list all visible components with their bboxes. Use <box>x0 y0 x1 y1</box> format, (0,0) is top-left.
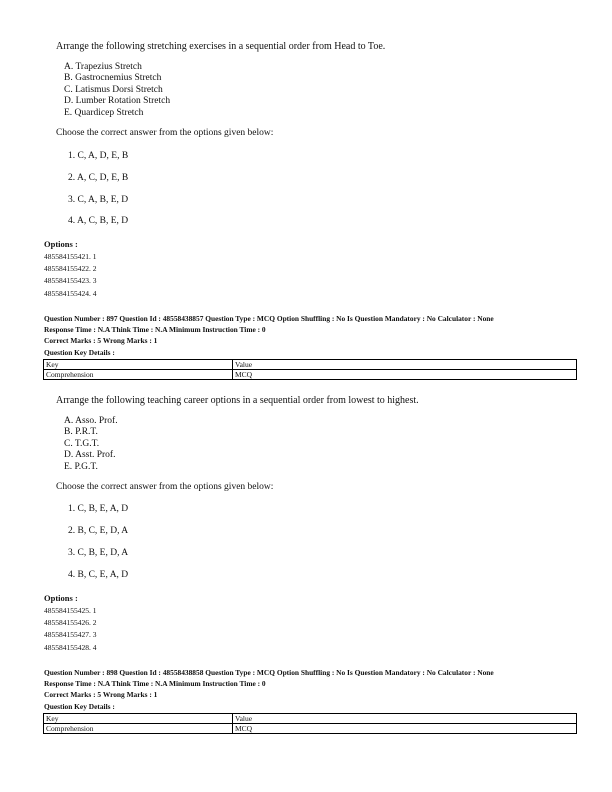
answer-option-1: 1. C, B, E, A, D <box>68 504 129 514</box>
choose-instruction: Choose the correct answer from the options given below: <box>56 482 274 492</box>
table-cell: Comprehension <box>44 370 233 380</box>
question-key-table <box>43 359 577 380</box>
list-item: B. P.R.T. <box>64 427 98 438</box>
question-text: Arrange the following teaching career options in a sequential order from lowest to highest. <box>56 395 419 406</box>
table-cell: MCQ <box>233 724 577 734</box>
question-meta <box>44 667 584 712</box>
option-id-list <box>44 251 97 300</box>
option-id: 485584155428. 4 <box>44 642 97 652</box>
question-items <box>64 62 170 119</box>
table-cell: Key <box>44 714 233 724</box>
table-cell: Value <box>233 360 577 370</box>
list-item: C. T.G.T. <box>64 438 100 449</box>
option-id: 485584155426. 2 <box>44 618 97 628</box>
list-item: D. Lumber Rotation Stretch <box>64 96 171 107</box>
list-item: A. Trapezius Stretch <box>64 62 142 72</box>
options-heading: Options : <box>44 593 78 603</box>
question-key-table <box>43 713 577 734</box>
table-header-row <box>44 360 577 370</box>
meta-line: Question Number : 897 Question Id : 48558438857 Question Type : MCQ Option Shuffling : No Is Question Mandatory : No Calculator : None <box>44 314 494 323</box>
answer-option-3: 3. C, A, B, E, D <box>68 195 129 205</box>
meta-line: Correct Marks : 5 Wrong Marks : 1 <box>44 690 158 700</box>
answer-option-3: 3. C, B, E, D, A <box>68 548 129 558</box>
answer-option-2: 2. A, C, D, E, B <box>68 173 129 183</box>
meta-line: Question Key Details : <box>44 347 115 357</box>
table-cell: Comprehension <box>44 724 233 734</box>
choose-instruction: Choose the correct answer from the options given below: <box>56 128 274 138</box>
list-item: E. P.G.T. <box>64 461 98 472</box>
meta-line: Response Time : N.A Think Time : N.A Minimum Instruction Time : 0 <box>44 679 266 689</box>
options-heading: Options : <box>44 239 78 249</box>
meta-line: Correct Marks : 5 Wrong Marks : 1 <box>44 336 158 346</box>
question-meta <box>44 313 584 358</box>
list-item: C. Latismus Dorsi Stretch <box>64 84 163 95</box>
meta-line: Question Key Details : <box>44 701 115 711</box>
option-id: 485584155421. 1 <box>44 252 97 261</box>
meta-line: Response Time : N.A Think Time : N.A Minimum Instruction Time : 0 <box>44 325 266 335</box>
table-header-row <box>44 714 577 724</box>
option-id-list <box>44 605 97 654</box>
answer-option-4: 4. B, C, E, A, D <box>68 570 129 580</box>
option-id: 485584155427. 3 <box>44 630 97 640</box>
table-row <box>44 724 577 734</box>
table-cell: Key <box>44 360 233 370</box>
option-id: 485584155423. 3 <box>44 276 97 286</box>
table-row <box>44 370 577 380</box>
question-items <box>64 416 118 473</box>
table-cell: MCQ <box>233 370 577 380</box>
option-id: 485584155425. 1 <box>44 606 97 615</box>
option-id: 485584155424. 4 <box>44 288 97 298</box>
answer-option-2: 2. B, C, E, D, A <box>68 526 129 536</box>
list-item: B. Gastrocnemius Stretch <box>64 73 162 84</box>
list-item: E. Quardicep Stretch <box>64 107 144 118</box>
answer-option-4: 4. A, C, B, E, D <box>68 216 129 226</box>
meta-line: Question Number : 898 Question Id : 48558438858 Question Type : MCQ Option Shuffling : No Is Question Mandatory : No Calculator : None <box>44 668 494 677</box>
option-id: 485584155422. 2 <box>44 264 97 274</box>
answer-option-1: 1. C, A, D, E, B <box>68 151 129 161</box>
list-item: A. Asso. Prof. <box>64 416 118 426</box>
table-cell: Value <box>233 714 577 724</box>
list-item: D. Asst. Prof. <box>64 450 116 461</box>
question-text: Arrange the following stretching exercises in a sequential order from Head to Toe. <box>56 41 386 52</box>
